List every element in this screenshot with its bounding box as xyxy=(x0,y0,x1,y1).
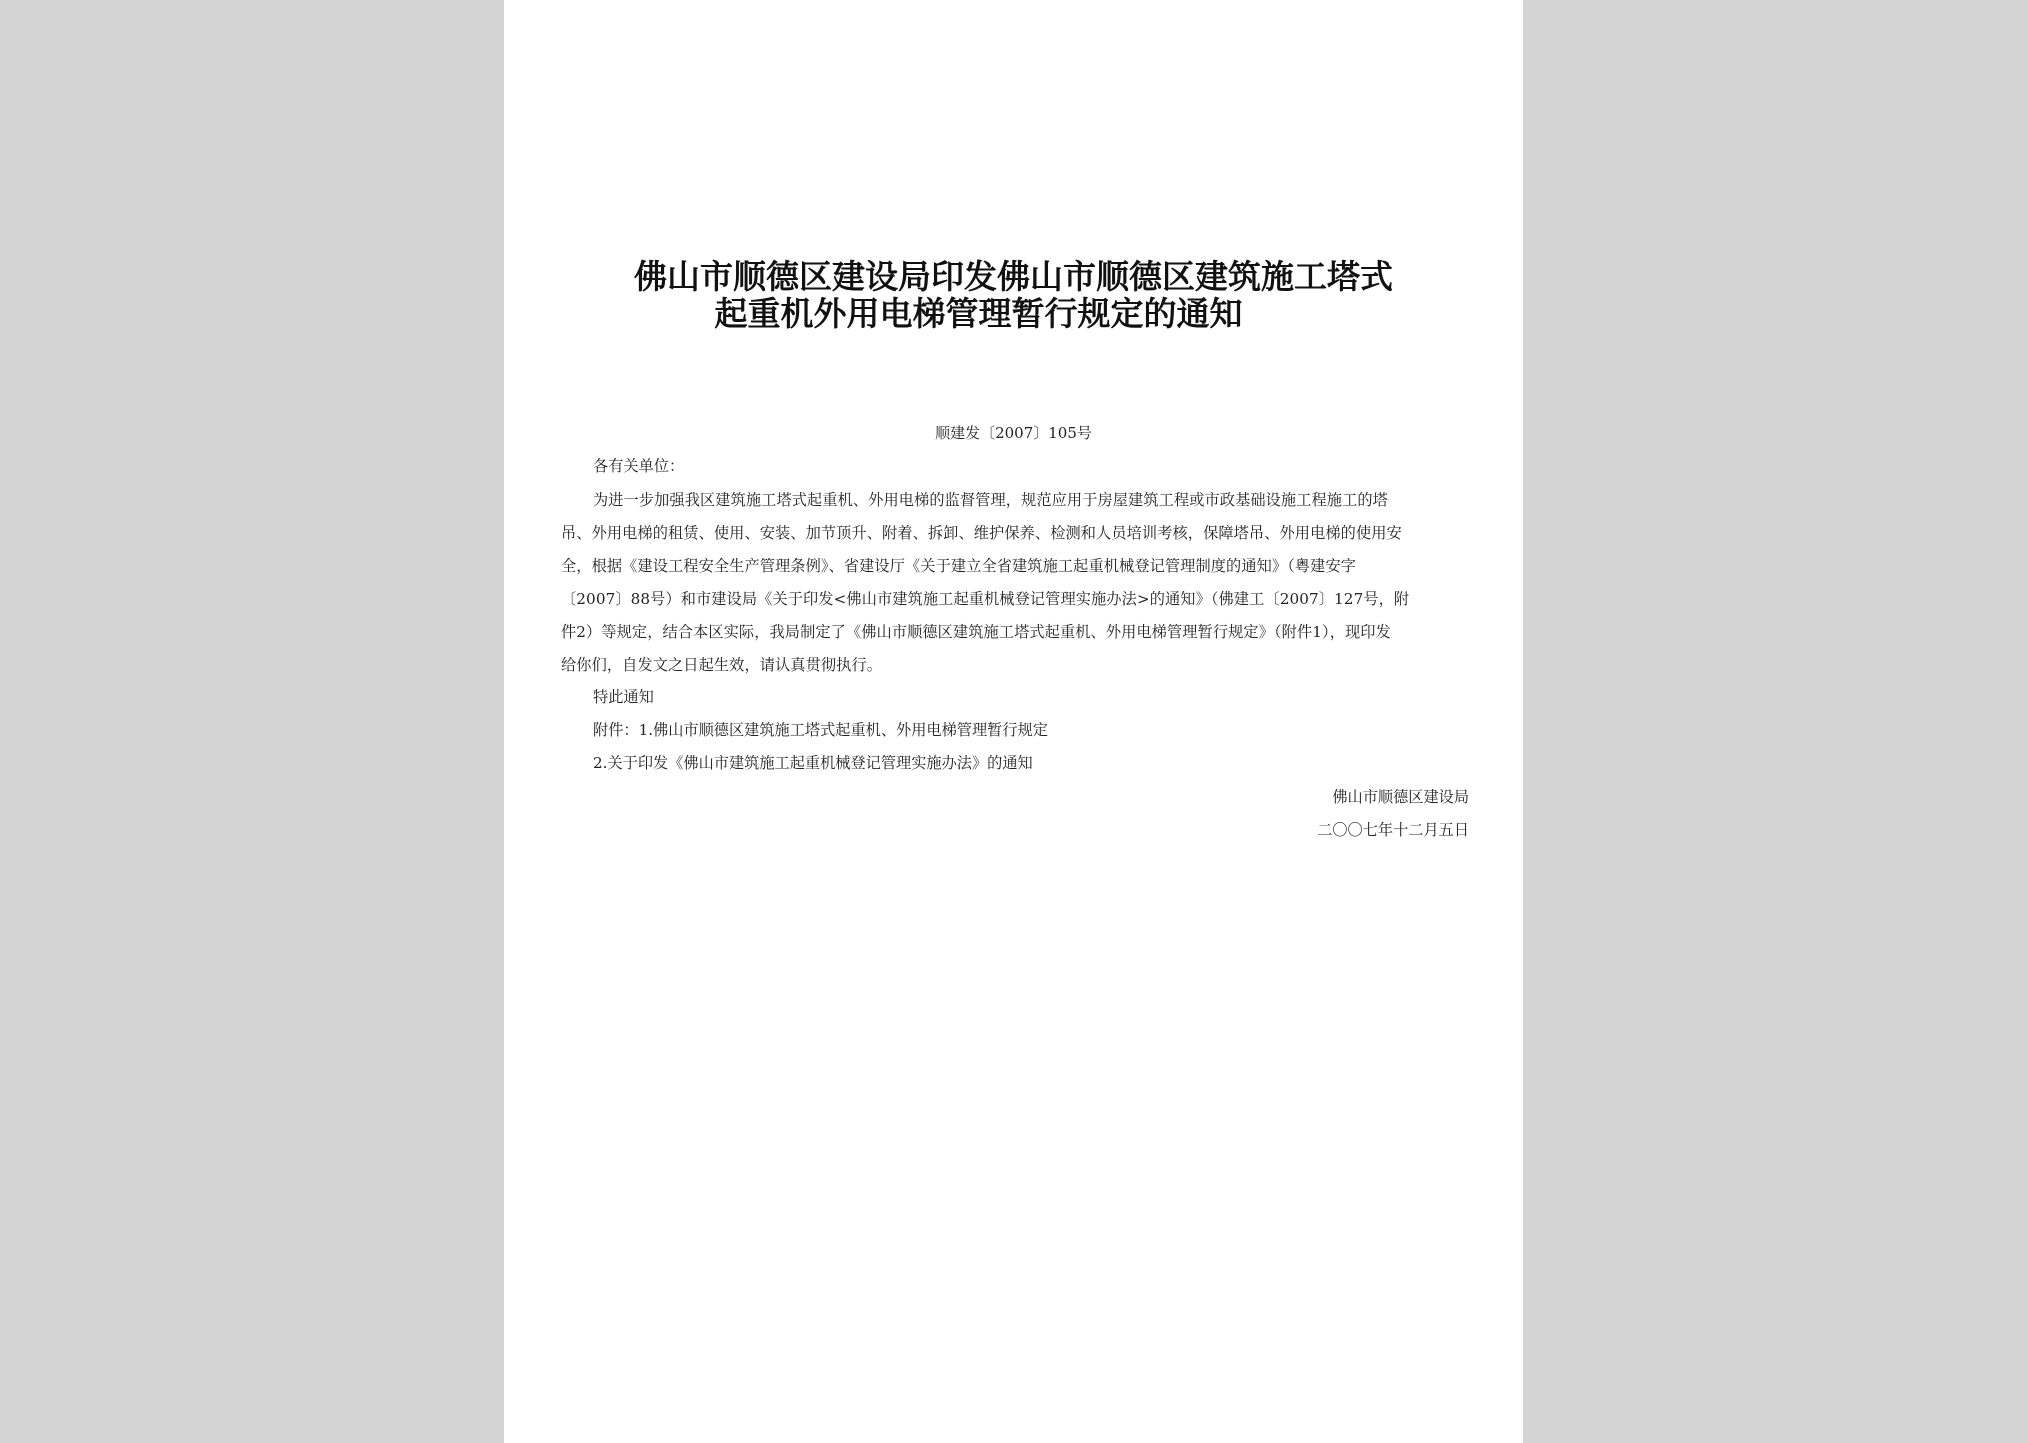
paragraph-line: 给你们，自发文之日起生效，请认真贯彻执行。 xyxy=(561,656,883,674)
title-line-1: 佛山市顺德区建设局印发佛山市顺德区建筑施工塔式 xyxy=(634,257,1393,296)
paragraph-line: 吊、外用电梯的租赁、使用、安装、加节顶升、附着、拆卸、维护保养、检测和人员培训考核，保障塔吊、外用电梯的使用安 xyxy=(561,524,1402,542)
attachment-2: 2.关于印发《佛山市建筑施工起重机械登记管理实施办法》的通知 xyxy=(593,754,1033,772)
special-notice: 特此通知 xyxy=(593,688,654,706)
document-number: 顺建发〔2007〕105号 xyxy=(935,424,1092,442)
document-page xyxy=(504,0,1523,1443)
paragraph-line: 为进一步加强我区建筑施工塔式起重机、外用电梯的监督管理，规范应用于房屋建筑工程或市政基础设施工程施工的塔 xyxy=(593,491,1388,509)
paragraph-line: 〔2007〕88号）和市建设局《关于印发<佛山市建筑施工起重机械登记管理实施办法>的通知》（佛建工〔2007〕127号，附 xyxy=(561,590,1410,608)
salutation: 各有关单位： xyxy=(593,457,685,475)
paragraph-line: 件2）等规定，结合本区实际，我局制定了《佛山市顺德区建筑施工塔式起重机、外用电梯管理暂行规定》（附件1），现印发 xyxy=(561,623,1391,641)
title-line-2: 起重机外用电梯管理暂行规定的通知 xyxy=(714,294,1243,333)
paragraph-line: 全，根据《建设工程安全生产管理条例》、省建设厅《关于建立全省建筑施工起重机械登记管理制度的通知》（粤建安字 xyxy=(561,557,1357,575)
issuer-name: 佛山市顺德区建设局 xyxy=(1332,788,1469,806)
document-title xyxy=(504,258,1523,332)
issue-date: 二〇〇七年十二月五日 xyxy=(1317,821,1469,839)
attachment-1: 附件：1.佛山市顺德区建筑施工塔式起重机、外用电梯管理暂行规定 xyxy=(593,721,1048,739)
